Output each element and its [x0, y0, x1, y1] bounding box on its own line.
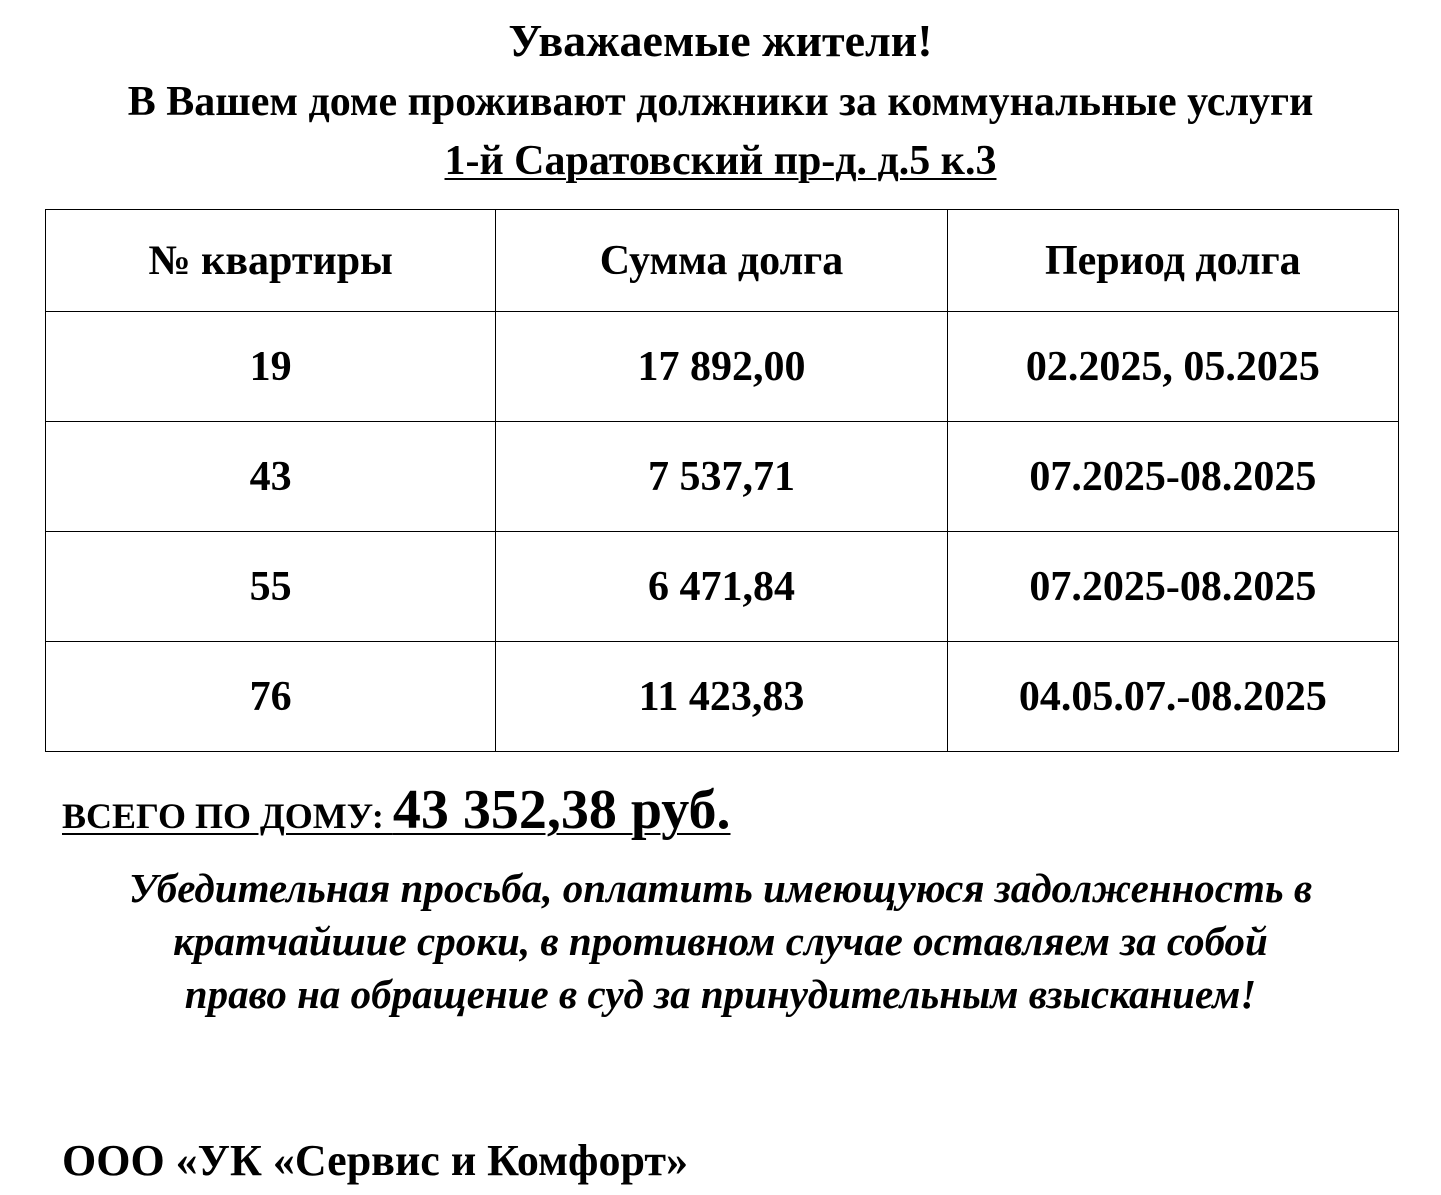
amount-cell: 7 537,71: [496, 422, 947, 532]
company-signature: ООО «УК «Сервис и Комфорт»: [62, 1136, 688, 1185]
address-text: 1-й Саратовский пр-д. д.5 к.3: [444, 138, 997, 184]
table-row: [46, 642, 1399, 752]
amount-cell: 11 423,83: [496, 642, 947, 752]
apartment-cell: 43: [46, 422, 496, 532]
apartment-cell: 55: [46, 532, 496, 642]
column-header-apartment: № квартиры: [46, 210, 496, 312]
column-header-amount: Сумма долга: [496, 210, 947, 312]
total-value: 43 352,38 руб.: [392, 779, 731, 841]
period-cell: 07.2025-08.2025: [947, 422, 1398, 532]
plea-line: кратчайшие сроки, в противном случае оставляем за собой: [173, 918, 1268, 964]
address-heading: [0, 137, 1441, 185]
table-row: [46, 312, 1399, 422]
greeting-heading: Уважаемые жители!: [508, 15, 933, 66]
table-row: [46, 422, 1399, 532]
total-label: ВСЕГО ПО ДОМУ:: [62, 796, 393, 836]
debtors-table: [45, 209, 1399, 752]
subtitle-heading: В Вашем доме проживают должники за коммунальные услуги: [127, 79, 1314, 125]
table-header-row: [46, 210, 1399, 312]
table-row: [46, 532, 1399, 642]
house-total: [62, 778, 731, 842]
apartment-cell: 76: [46, 642, 496, 752]
plea-line: Убедительная просьба, оплатить имеющуюся задолженность в: [128, 865, 1313, 911]
amount-cell: 17 892,00: [496, 312, 947, 422]
payment-request-text: [0, 862, 1441, 1021]
period-cell: 04.05.07.-08.2025: [947, 642, 1398, 752]
period-cell: 07.2025-08.2025: [947, 532, 1398, 642]
amount-cell: 6 471,84: [496, 532, 947, 642]
apartment-cell: 19: [46, 312, 496, 422]
period-cell: 02.2025, 05.2025: [947, 312, 1398, 422]
plea-line: право на обращение в суд за принудительным взысканием!: [184, 971, 1257, 1017]
column-header-period: Период долга: [947, 210, 1398, 312]
